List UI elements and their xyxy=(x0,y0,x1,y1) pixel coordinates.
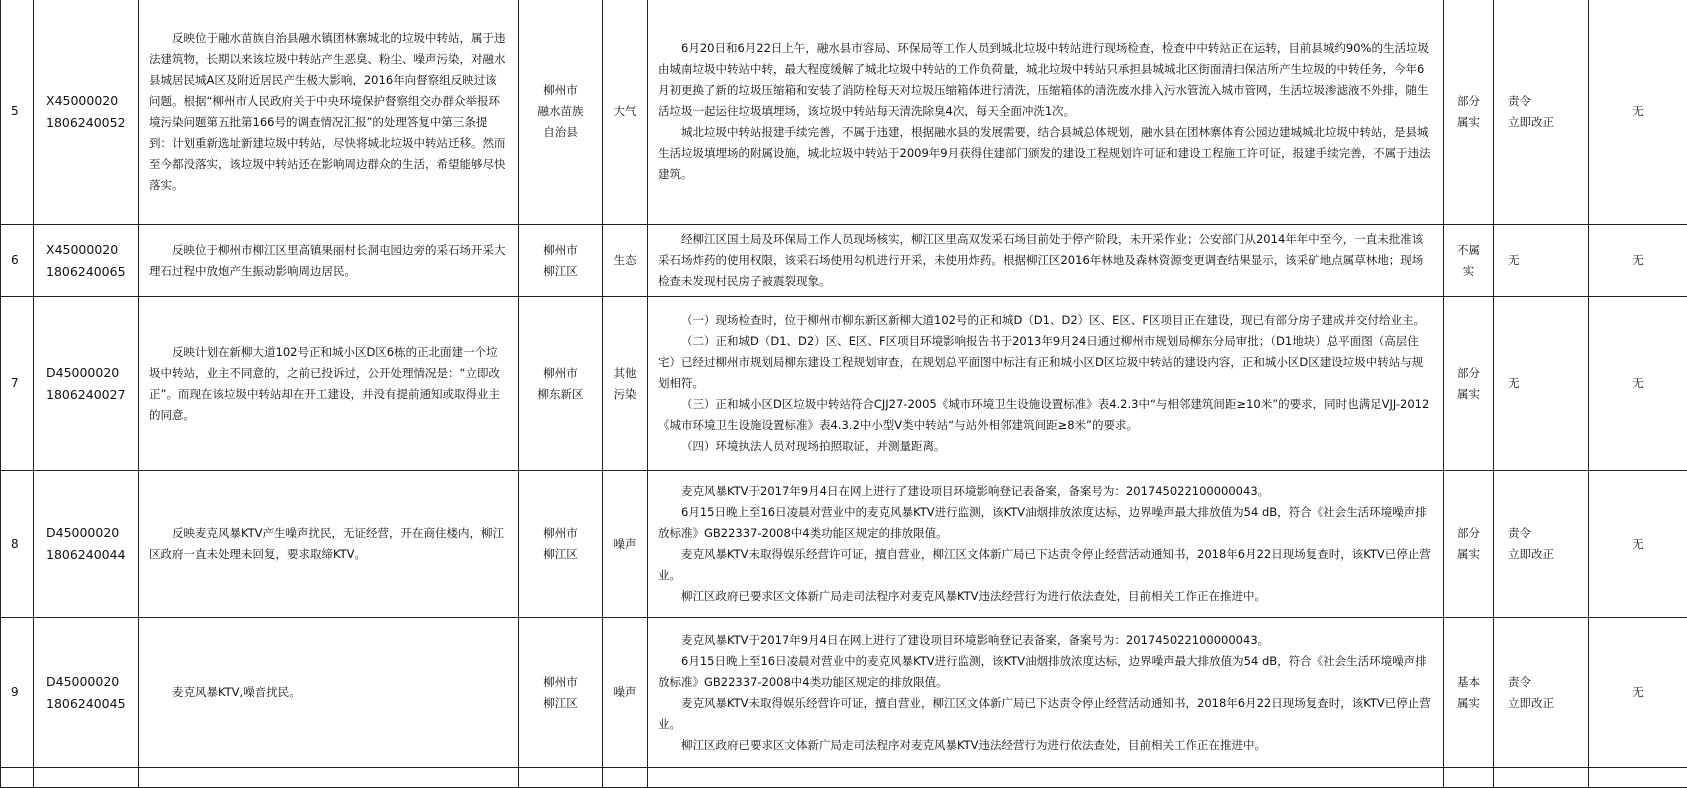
complaint-content: 反映位于融水苗族自治县融水镇团林寨城北的垃圾中转站，属于违法建筑物，长期以来该垃圾中转站产生恶臭、粉尘、噪声污染，对融水县城居民城A区及附近居民产生极大影响，2016年向督察组反映过该问题。根据“柳州市人民政府关于中央环境保护督察组交办群众举报环境污染问题第五批第166号的调查情况汇报”的处理答复中第三条提到：计划重新选址新建垃圾中转站，尽快将城北垃圾中转站迁移。然而至今都没落实，该垃圾中转站还在影响周边群众的生活，希望能够尽快落实。 xyxy=(139,0,519,225)
row-number: 8 xyxy=(1,471,34,618)
check-paragraph: 麦克风暴KTV未取得娱乐经营许可证，擅自营业，柳江区文体新广局已下达责令停止经营活动通知书，2018年6月22日现场复查时，该KTV已停止营业。 xyxy=(658,693,1433,735)
status-line: 不属 xyxy=(1457,243,1480,257)
check-paragraph: （二）正和城D（D1、D2）区、E区、F区项目环境影响报告书于2013年9月24日通过柳州市规划局柳东分局审批；（D1地块）总平面图（高层住宅）已经过柳州市规划局柳东建设工程规划审查，在规划总平面图中标注有正和城小区D区垃圾中转站的建设内容，正和城小区D区建设垃圾中转站与规划相符。 xyxy=(658,331,1433,394)
check-paragraph: 麦克风暴KTV于2017年9月4日在网上进行了建设项目环境影响登记表备案，备案号为：201745022100000043。 xyxy=(658,481,1433,502)
pollution-category xyxy=(603,471,648,618)
category-line: 大气 xyxy=(614,104,637,118)
rect-line: 责令 xyxy=(1508,675,1531,689)
status-line: 属实 xyxy=(1457,115,1480,129)
complaint-content: 反映位于柳州市柳江区里高镇果丽村长洞屯园边旁的采石场开采大理石过程中放炮产生振动影响周边居民。 xyxy=(139,225,519,297)
category-line: 生态 xyxy=(614,253,637,267)
table-row xyxy=(1,471,1687,618)
complaint-content: 反映计划在新柳大道102号正和城小区D区6栋的正北面建一个垃圾中转站，业主不同意的，之前已投诉过，公开处理情况是：“立即改正”。而现在该垃圾中转站却在开工建设，并没有提前通知或取得业主的同意。 xyxy=(139,297,519,471)
case-code xyxy=(34,0,139,225)
check-result xyxy=(648,471,1444,618)
case-code-line: X45000020 xyxy=(46,242,118,257)
complaint-content: 麦克风暴KTV,噪音扰民。 xyxy=(139,618,519,768)
check-paragraph: 6月20日和6月22日上午，融水县市容局、环保局等工作人员到城北垃圾中转站进行现场检查，检查中中转站正在运转，目前县城约90%的生活垃圾由城南垃圾中转站中转，最大程度缓解了城北垃圾中转站的工作负荷量，城北垃圾中转站只承担县城城北区街面清扫保洁所产生垃圾的中转任务，今年6月初更换了新的垃圾压缩箱和安装了消防栓每天对垃圾压缩箱体进行清洗，压缩箱体的清洗废水排入污水管流入城市管网，生活垃圾渗滤液不外排，随生活垃圾一起运往垃圾填埋场，该垃圾中转站每天清洗除臭4次，每天全面冲洗1次。 xyxy=(658,38,1433,122)
case-code-line: 1806240045 xyxy=(46,696,126,711)
row-number: 9 xyxy=(1,618,34,768)
check-paragraph: （一）现场检查时，位于柳州市柳东新区新柳大道102号的正和城D（D1、D2）区、E区、F区项目正在建设，现已有部分房子建成并交付给业主。 xyxy=(658,310,1433,331)
verification-status xyxy=(1444,471,1494,618)
pollution-category xyxy=(603,225,648,297)
table-row xyxy=(1,225,1687,297)
empty-cell xyxy=(1444,768,1494,788)
verification-status xyxy=(1444,0,1494,225)
rectification-action xyxy=(1494,225,1589,297)
pollution-category xyxy=(603,0,648,225)
other-info: 无 xyxy=(1589,225,1687,297)
category-line: 噪声 xyxy=(614,685,637,699)
check-result xyxy=(648,618,1444,768)
check-paragraph: 6月15日晚上至16日凌晨对营业中的麦克风暴KTV进行监测，该KTV油烟排放浓度达标，边界噪声最大排放值为54 dB，符合《社会生活环境噪声排放标准》GB22337-2008中4类功能区规定的排放限值。 xyxy=(658,502,1433,544)
area-line: 柳州市 xyxy=(543,243,578,257)
empty-cell xyxy=(648,768,1444,788)
row-number: 5 xyxy=(1,0,34,225)
verification-status xyxy=(1444,225,1494,297)
other-info: 无 xyxy=(1589,297,1687,471)
area-line: 融水苗族 xyxy=(538,104,584,118)
rectification-action xyxy=(1494,297,1589,471)
pollution-category xyxy=(603,618,648,768)
other-info: 无 xyxy=(1589,618,1687,768)
rect-line: 责令 xyxy=(1508,526,1531,540)
area-line: 柳州市 xyxy=(543,526,578,540)
case-code-line: 1806240044 xyxy=(46,547,126,562)
verification-status xyxy=(1444,618,1494,768)
check-paragraph: 6月15日晚上至16日凌晨对营业中的麦克风暴KTV进行监测，该KTV油烟排放浓度达标，边界噪声最大排放值为54 dB，符合《社会生活环境噪声排放标准》GB22337-2008中4类功能区规定的排放限值。 xyxy=(658,651,1433,693)
area-line: 柳州市 xyxy=(543,366,578,380)
check-paragraph: 城北垃圾中转站报建手续完善，不属于违建，根据融水县的发展需要，结合县城总体规划，融水县在团林寨体育公园边建城城北垃圾中转站，是县城生活垃圾填埋场的附属设施，城北垃圾中转站于2009年9月获得住建部门颁发的建设工程规划许可证和建设工程施工许可证，报建手续完善，不属于违法建筑。 xyxy=(658,122,1433,185)
case-code-line: 1806240052 xyxy=(46,115,126,130)
empty-cell xyxy=(34,768,139,788)
empty-cell xyxy=(603,768,648,788)
category-line: 污染 xyxy=(614,387,637,401)
administrative-area xyxy=(519,0,603,225)
area-line: 柳江区 xyxy=(543,264,578,278)
administrative-area xyxy=(519,471,603,618)
case-code-line: 1806240065 xyxy=(46,264,126,279)
row-number: 7 xyxy=(1,297,34,471)
complaint-content: 反映麦克风暴KTV产生噪声扰民，无证经营，开在商住楼内，柳江区政府一直未处理未回复，要求取缔KTV。 xyxy=(139,471,519,618)
other-info: 无 xyxy=(1589,471,1687,618)
check-paragraph: （三）正和城小区D区垃圾中转站符合CJJ27-2005《城市环境卫生设施设置标准》表4.2.3中“与相邻建筑间距≥10米”的要求，同时也满足VJJ-2012《城市环境卫生设施设置标准》表4.3.2中小型Ⅴ类中转站“与站外相邻建筑间距≥8米”的要求。 xyxy=(658,394,1433,436)
case-code xyxy=(34,618,139,768)
table-row xyxy=(1,0,1687,225)
check-paragraph: 柳江区政府已要求区文体新广局走司法程序对麦克风暴KTV违法经营行为进行依法查处，目前相关工作正在推进中。 xyxy=(658,735,1433,756)
administrative-area xyxy=(519,297,603,471)
rect-line: 无 xyxy=(1508,253,1520,267)
status-line: 属实 xyxy=(1457,547,1480,561)
check-paragraph: （四）环境执法人员对现场拍照取证，并测量距离。 xyxy=(658,436,1433,457)
case-code xyxy=(34,297,139,471)
rectification-action xyxy=(1494,471,1589,618)
rect-line: 立即改正 xyxy=(1508,115,1554,129)
status-line: 属实 xyxy=(1457,387,1480,401)
area-line: 柳东新区 xyxy=(538,387,584,401)
empty-cell xyxy=(519,768,603,788)
case-code xyxy=(34,225,139,297)
check-paragraph: 麦克风暴KTV于2017年9月4日在网上进行了建设项目环境影响登记表备案，备案号为：201745022100000043。 xyxy=(658,630,1433,651)
status-line: 部分 xyxy=(1457,526,1480,540)
area-line: 柳江区 xyxy=(543,547,578,561)
case-code xyxy=(34,471,139,618)
check-paragraph: 柳江区政府已要求区文体新广局走司法程序对麦克风暴KTV违法经营行为进行依法查处，目前相关工作正在推进中。 xyxy=(658,586,1433,607)
check-result xyxy=(648,0,1444,225)
rect-line: 立即改正 xyxy=(1508,696,1554,710)
administrative-area xyxy=(519,225,603,297)
empty-cell xyxy=(1589,768,1687,788)
case-code-line: D45000020 xyxy=(46,674,119,689)
status-line: 属实 xyxy=(1457,696,1480,710)
rect-line: 责令 xyxy=(1508,94,1531,108)
status-line: 基本 xyxy=(1457,675,1480,689)
status-line: 部分 xyxy=(1457,94,1480,108)
empty-cell xyxy=(1,768,34,788)
case-code-line: D45000020 xyxy=(46,365,119,380)
check-paragraph: 麦克风暴KTV未取得娱乐经营许可证，擅自营业，柳江区文体新广局已下达责令停止经营活动通知书，2018年6月22日现场复查时，该KTV已停止营业。 xyxy=(658,544,1433,586)
rect-line: 无 xyxy=(1508,376,1520,390)
empty-cell xyxy=(139,768,519,788)
rect-line: 立即改正 xyxy=(1508,547,1554,561)
case-code-line: 1806240027 xyxy=(46,387,126,402)
row-number: 6 xyxy=(1,225,34,297)
check-result xyxy=(648,297,1444,471)
area-line: 自治县 xyxy=(543,125,578,139)
empty-cell xyxy=(1494,768,1589,788)
category-line: 噪声 xyxy=(614,537,637,551)
table-row xyxy=(1,297,1687,471)
case-code-line: D45000020 xyxy=(46,525,119,540)
category-line: 其他 xyxy=(614,366,637,380)
other-info: 无 xyxy=(1589,0,1687,225)
verification-status xyxy=(1444,297,1494,471)
table-row xyxy=(1,618,1687,768)
area-line: 柳州市 xyxy=(543,675,578,689)
area-line: 柳江区 xyxy=(543,696,578,710)
check-paragraph: 经柳江区国土局及环保局工作人员现场核实，柳江区里高双发采石场目前处于停产阶段，未开采作业；公安部门从2014年年中至今，一直未批准该采石场炸药的使用权限，该采石场使用勾机进行开采，未使用炸药。根据柳江区2016年林地及森林资源变更调查结果显示，该采矿地点属草林地；现场检查未发现村民房子被震裂现象。 xyxy=(658,229,1433,292)
rectification-action xyxy=(1494,618,1589,768)
area-line: 柳州市 xyxy=(543,83,578,97)
table-row xyxy=(1,768,1687,788)
rectification-action xyxy=(1494,0,1589,225)
status-line: 实 xyxy=(1463,264,1475,278)
status-line: 部分 xyxy=(1457,366,1480,380)
administrative-area xyxy=(519,618,603,768)
case-code-line: X45000020 xyxy=(46,93,118,108)
pollution-category xyxy=(603,297,648,471)
check-result xyxy=(648,225,1444,297)
